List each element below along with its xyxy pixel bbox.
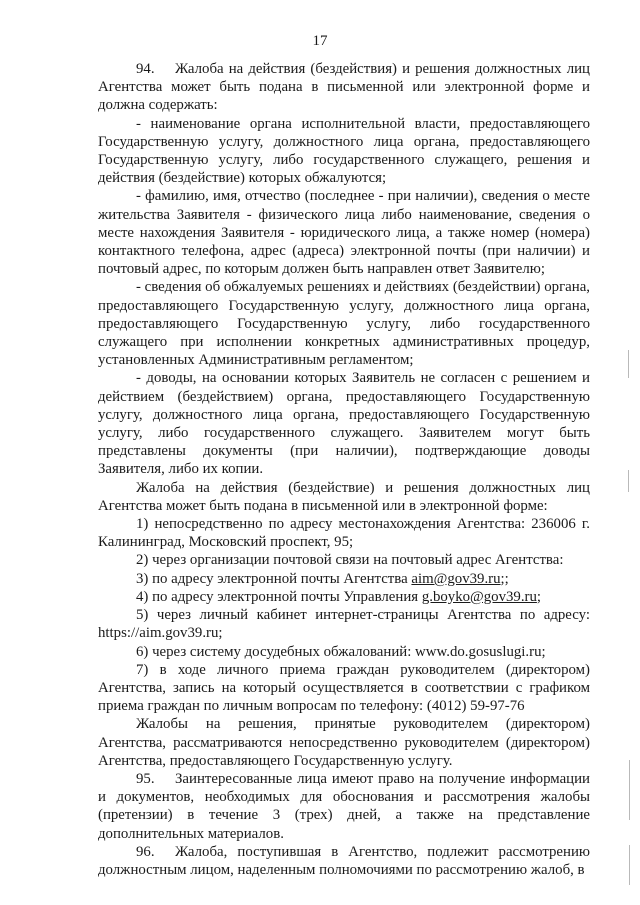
scan-edge-mark [629, 845, 630, 885]
submission-way-3: 3) по адресу электронной почты Агентства aim@gov39.ru;; [136, 570, 509, 587]
paragraph-number: 95. [136, 770, 155, 787]
page-number: 17 [312, 33, 328, 49]
submission-way-6: 6) через систему досудебных обжалований: www.do.gosuslugi.ru; [136, 643, 546, 660]
submission-way-1: 1) непосредственно по адресу местонахождения Агентства: 236006 г. Калининград, Московский проспект, 95; [98, 516, 590, 551]
paragraph-number: 96. [136, 843, 155, 860]
requirement-item-1: - наименование органа исполнительной власти, предоставляющего Государственную услугу, должностного лица органа, предоставляющего Государственную услугу, либо государственного служащего, решения и действия (бездействие) которых обжалуются; [98, 115, 590, 187]
document-body [98, 60, 590, 879]
scan-edge-mark [628, 470, 629, 492]
requirement-item-3: - сведения об обжалуемых решениях и действиях (бездействии) органа, предоставляющего Государственную услугу, должностного лица органа, предоставляющего Государственную услугу, либо государственного служащего при исполнении конкретных административных процедур, установленных Административным регламентом; [98, 279, 590, 369]
paragraph-text: Жалоба, поступившая в Агентство, подлежит рассмотрению должностным лицом, наделенным полномочиями по рассмотрению жалоб, в [98, 843, 590, 878]
requirement-item-2: - фамилию, имя, отчество (последнее - при наличии), сведения о месте жительства Заявителя - физического лица либо наименование, сведения о месте нахождения Заявителя - юридического лица, а также номер (номера) контактного телефона, адрес (адреса) электронной почты (при наличии) и почтовый адрес, по которым должен быть направлен ответ Заявителю; [98, 188, 590, 278]
paragraph-text: Заинтересованные лица имеют право на получение информации и документов, необходимых для обоснования и рассмотрения жалобы (претензии) в течение 3 (трех) дней, а также на представление дополнительных материалов. [98, 770, 590, 842]
submission-way-5: 5) через личный кабинет интернет-страницы Агентства по адресу: https://aim.gov39.ru; [98, 607, 590, 642]
paragraph-96 [98, 843, 590, 879]
department-email-link[interactable]: g.boyko@gov39.ru [421, 588, 537, 605]
paragraph-95 [98, 770, 590, 843]
submission-way-2: 2) через организации почтовой связи на почтовый адрес Агентства: [136, 552, 564, 569]
agency-email-link[interactable]: aim@gov39.ru [411, 570, 501, 587]
submission-intro: Жалоба на действия (бездействие) и решения должностных лиц Агентства может быть подана в письменной или в электронной форме: [98, 479, 590, 514]
paragraph-94 [98, 60, 590, 115]
requirement-item-4: - доводы, на основании которых Заявитель не согласен с решением и действием (бездействием) органа, предоставляющего Государственную услугу, должностного лица органа, предоставляющего Государственную услугу, либо государственного служащего. Заявителем могут быть представлены документы (при наличии), подтверждающие доводы Заявителя, либо их копии. [98, 370, 590, 478]
director-complaints-paragraph: Жалобы на решения, принятые руководителем (директором) Агентства, рассматриваются непосредственно руководителем (директором) Агентства, предоставляющего Государственную услугу. [98, 716, 590, 769]
submission-way-7: 7) в ходе личного приема граждан руководителем (директором) Агентства, запись на который осуществляется в соответствии с графиком приема граждан по личным вопросам по телефону: (4012) 59-97-76 [98, 661, 590, 715]
submission-way-4: 4) по адресу электронной почты Управления g.boyko@gov39.ru; [136, 588, 542, 605]
paragraph-number: 94. [136, 61, 155, 77]
scan-edge-mark [629, 760, 630, 820]
scan-edge-mark [628, 350, 629, 378]
paragraph-text: Жалоба на действия (бездействия) и решения должностных лиц Агентства может быть подана в письменной или электронной форме и должна содержать: [98, 61, 590, 114]
